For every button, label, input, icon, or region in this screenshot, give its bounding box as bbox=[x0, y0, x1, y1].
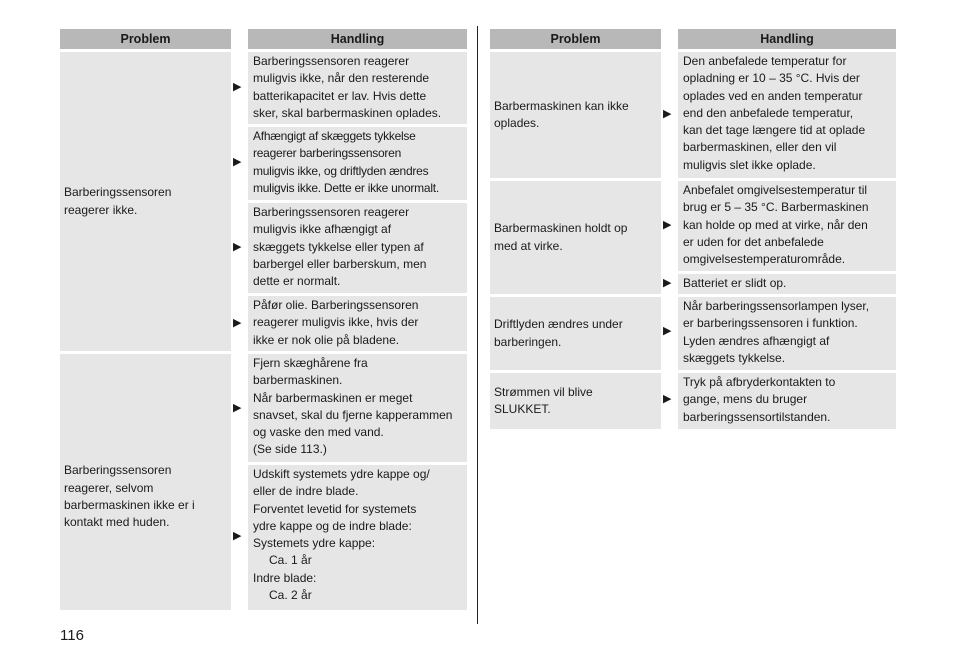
action-line: sker, skal barbermaskinen oplades. bbox=[253, 105, 442, 120]
left-action-cell-3 bbox=[248, 203, 467, 293]
right-action-cell-2 bbox=[678, 181, 896, 271]
action-line: ydre kappe og de indre blade: bbox=[253, 518, 412, 533]
action-line: batterikapacitet er lav. Hvis dette bbox=[253, 88, 427, 103]
left-action-cell-2 bbox=[248, 127, 467, 200]
problem-line: Barberingssensoren bbox=[64, 463, 172, 478]
right-problem-header: Problem bbox=[490, 29, 661, 49]
arrow-icon: ▶ bbox=[233, 317, 242, 329]
action-line: Indre blade: bbox=[253, 570, 317, 585]
left-problem-cell-2 bbox=[60, 354, 231, 610]
problem-line: barberingen. bbox=[494, 334, 562, 349]
left-action-cell-1 bbox=[248, 52, 467, 124]
action-line: barbermaskinen, eller den vil bbox=[683, 140, 837, 155]
arrow-icon: ▶ bbox=[233, 81, 242, 93]
action-line: omgivelsestemperaturområde. bbox=[683, 252, 846, 267]
problem-line: barbermaskinen ikke er i bbox=[64, 498, 195, 512]
problem-line: reagerer, selvom bbox=[64, 480, 154, 495]
action-line: Når barbermaskinen er meget bbox=[253, 390, 413, 405]
problem-line: Barbermaskinen kan ikke bbox=[494, 98, 629, 113]
action-line: eller de indre blade. bbox=[253, 484, 359, 499]
action-line: reagerer barberingssensoren bbox=[253, 146, 402, 161]
arrow-icon: ▶ bbox=[663, 219, 672, 231]
action-line: barbermaskinen. bbox=[253, 373, 343, 388]
arrow-icon: ▶ bbox=[663, 325, 672, 337]
action-line: muligvis ikke, når den resterende bbox=[253, 71, 430, 86]
action-line: end den anbefalede temperatur, bbox=[683, 105, 854, 120]
action-line: muligvis ikke afhængigt af bbox=[253, 222, 392, 237]
right-action-cell-5 bbox=[678, 373, 896, 429]
column-divider bbox=[477, 26, 478, 624]
action-line: muligvis slet ikke oplade. bbox=[683, 157, 816, 172]
action-line: Systemets ydre kappe: bbox=[253, 536, 376, 551]
right-action-cell-4 bbox=[678, 297, 896, 370]
problem-line: Barbermaskinen holdt op bbox=[494, 221, 628, 236]
problem-line: kontakt med huden. bbox=[64, 515, 170, 530]
problem-line: reagerer ikke. bbox=[64, 202, 138, 217]
action-line: muligvis ikke. Dette er ikke unormalt. bbox=[253, 180, 439, 195]
action-line: opladning er 10 – 35 °C. Hvis der bbox=[683, 71, 860, 86]
right-problem-cell-2 bbox=[490, 181, 661, 294]
action-line: barberingssensortilstanden. bbox=[683, 409, 831, 424]
arrow-icon: ▶ bbox=[233, 156, 242, 168]
action-line: Lyden ændres afhængigt af bbox=[683, 333, 830, 348]
action-line: muligvis ikke, og driftlyden ændres bbox=[253, 163, 429, 178]
left-action-header: Handling bbox=[248, 29, 467, 49]
action-line: Barberingssensoren reagerer bbox=[253, 205, 410, 219]
action-line: kan holde op med at virke, når den bbox=[683, 217, 868, 232]
right-action-cell-1 bbox=[678, 52, 896, 178]
action-line: (Se side 113.) bbox=[253, 442, 327, 457]
arrow-icon: ▶ bbox=[233, 402, 242, 414]
right-problem-cell-1 bbox=[490, 52, 661, 178]
action-line: snavset, skal du fjerne kapperammen bbox=[253, 407, 453, 422]
action-line: Afhængigt af skæggets tykkelse bbox=[253, 129, 416, 143]
action-line: Den anbefalede temperatur for bbox=[683, 54, 847, 68]
action-line: er barberingssensoren i funktion. bbox=[683, 316, 858, 331]
left-action-cell-4 bbox=[248, 296, 467, 351]
left-action-cell-5 bbox=[248, 354, 467, 462]
left-action-cell-6 bbox=[248, 465, 467, 610]
action-line: kan det tage længere tid at oplade bbox=[683, 123, 866, 138]
action-line: Tryk på afbryderkontakten to bbox=[683, 375, 836, 389]
action-line: Batteriet er slidt op. bbox=[683, 276, 787, 290]
action-line: gange, mens du bruger bbox=[683, 392, 808, 407]
action-line: og vaske den med vand. bbox=[253, 425, 384, 440]
action-line: dette er normalt. bbox=[253, 274, 341, 289]
action-line: ikke er nok olie på bladene. bbox=[253, 332, 400, 347]
problem-line: Barberingssensoren bbox=[64, 185, 172, 200]
action-line: Forventet levetid for systemets bbox=[253, 501, 417, 516]
action-line: oplades ved en anden temperatur bbox=[683, 88, 863, 103]
action-line: er uden for det anbefalede bbox=[683, 234, 824, 249]
problem-line: Driftlyden ændres under bbox=[494, 317, 623, 332]
action-line: Udskift systemets ydre kappe og/ bbox=[253, 467, 430, 481]
action-line: Ca. 1 år bbox=[269, 553, 312, 568]
arrow-icon: ▶ bbox=[663, 277, 672, 289]
left-problem-cell-1 bbox=[60, 52, 231, 351]
problem-line: oplades. bbox=[494, 116, 540, 130]
right-problem-cell-4 bbox=[490, 373, 661, 429]
problem-line: med at virke. bbox=[494, 238, 563, 253]
arrow-icon: ▶ bbox=[663, 393, 672, 405]
action-line: skæggets tykkelse. bbox=[683, 350, 786, 365]
action-line: Anbefalet omgivelsestemperatur til bbox=[683, 183, 868, 197]
action-line: Påfør olie. Barberingssensoren bbox=[253, 298, 419, 312]
page-number: 116 bbox=[60, 627, 84, 644]
action-line: skæggets tykkelse eller typen af bbox=[253, 239, 424, 254]
action-line: Ca. 2 år bbox=[269, 588, 312, 603]
right-action-cell-3 bbox=[678, 274, 896, 294]
action-line: reagerer muligvis ikke, hvis der bbox=[253, 315, 419, 330]
right-problem-cell-3 bbox=[490, 297, 661, 370]
arrow-icon: ▶ bbox=[233, 530, 242, 542]
action-line: Fjern skæghårene fra bbox=[253, 356, 368, 370]
arrow-icon: ▶ bbox=[663, 108, 672, 120]
action-line: brug er 5 – 35 °C. Barbermaskinen bbox=[683, 200, 869, 215]
action-line: Når barberingssensorlampen lyser, bbox=[683, 299, 870, 313]
action-line: barbergel eller barberskum, men bbox=[253, 256, 427, 271]
problem-line: SLUKKET. bbox=[494, 402, 551, 416]
action-line: Barberingssensoren reagerer bbox=[253, 54, 410, 68]
left-problem-header: Problem bbox=[60, 29, 231, 49]
arrow-icon: ▶ bbox=[233, 241, 242, 253]
problem-line: Strømmen vil blive bbox=[494, 384, 593, 399]
right-action-header: Handling bbox=[678, 29, 896, 49]
